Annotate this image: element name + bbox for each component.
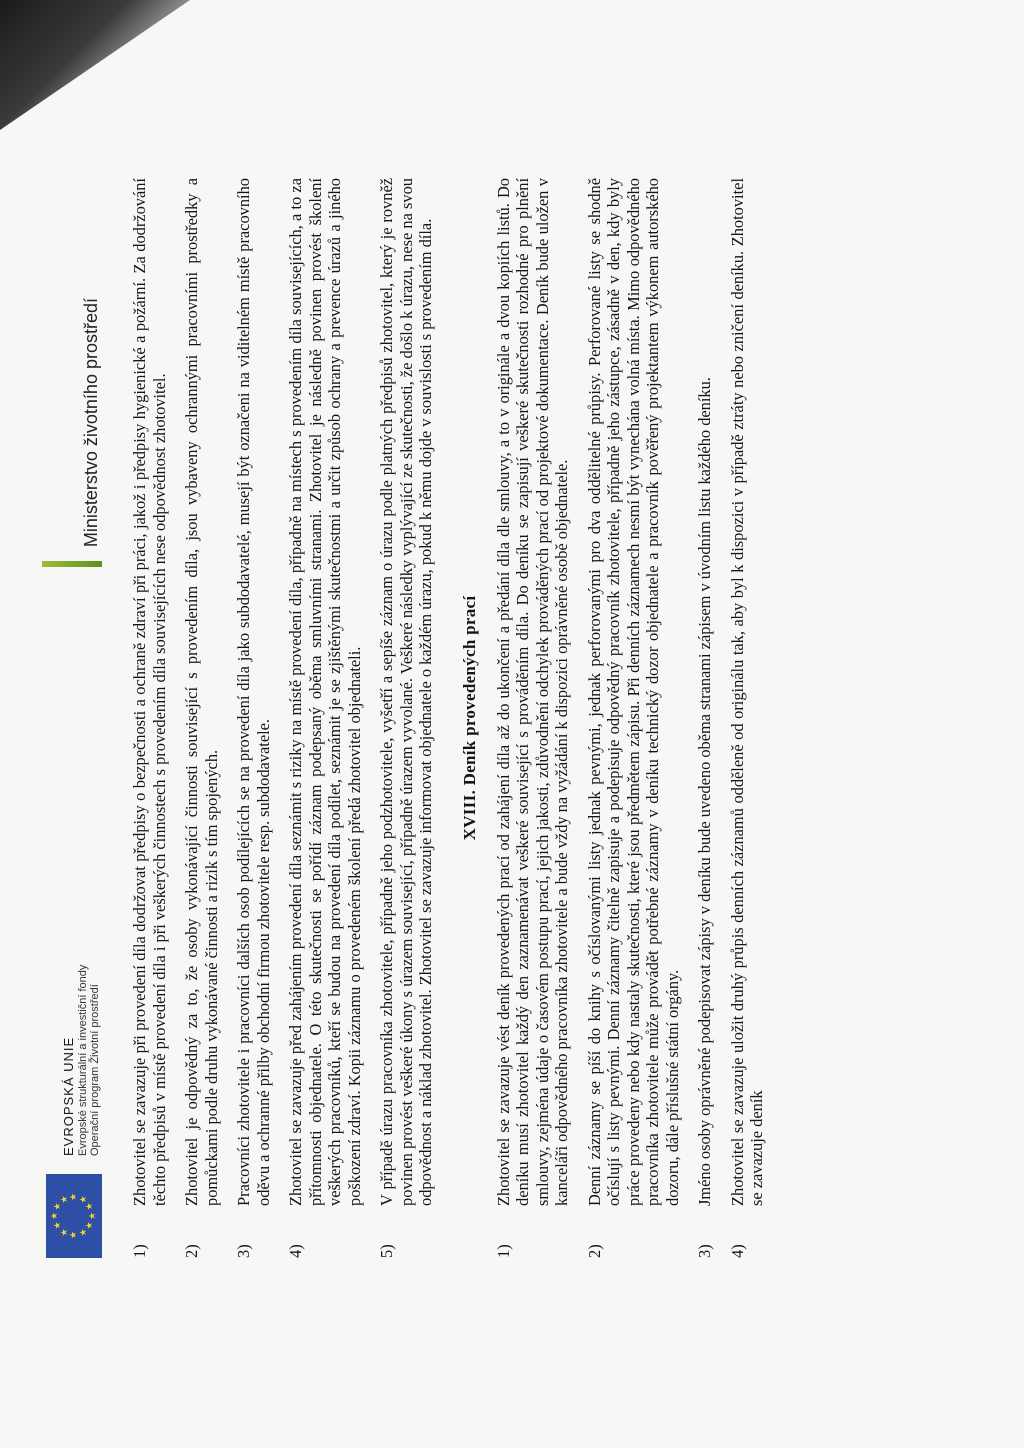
- clause-number: 2): [182, 1244, 201, 1258]
- eu-star-icon: ★: [59, 1228, 70, 1237]
- ministry-branding: [42, 298, 102, 567]
- eu-star-icon: ★: [78, 1195, 89, 1204]
- clause-list-a: [130, 178, 436, 1258]
- clause-number: 5): [377, 1244, 396, 1258]
- clause-number: 1): [130, 1244, 149, 1258]
- eu-line-3: Operační program Životní prostředí: [89, 984, 102, 1156]
- clause-item: [182, 178, 221, 1258]
- clause-item: [585, 178, 683, 1258]
- clause-item: [695, 178, 715, 1258]
- clause-list-b: [494, 178, 767, 1258]
- clause-text: V případě úrazu pracovníka zhotovitele, případně jeho podzhotovitele, vyšetří a sepíše záznam o úrazu podle platných předpisů zhotovitel, který je rovněž povinen provést veškeré úkony s úrazem související, případně úrazem vyvolané. Veškeré následky vyplývající ze skutečnosti, že došlo k úrazu, nese na svou odpovědnost a náklad zhotovitel. Zhotovitel se zavazuje informovat objednatele o každém úrazu, pokud k němu dojde v souvislosti s provedením díla.: [377, 178, 435, 1206]
- eu-star-icon: ★: [85, 1221, 96, 1230]
- clause-item: [234, 178, 273, 1258]
- eu-star-icon: ★: [50, 1211, 60, 1220]
- clause-text: Zhotovitel se zavazuje vést deník provedených prací od zahájení díla až do ukončení a předání díla dle smlouvy, a to v originále a dvou kopiích listů. Do deníku musí zhotovitel každý den zaznamenávat veškeré související s prováděním díla. Do deníku se zapisují veškeré skutečnosti rozhodné pro plnění smlouvy, zejména údaje o časovém postupu prací, jejich jakosti, zdůvodnění odchylek prováděných prací od projektové dokumentace. Deník bude uložen v kanceláři odpovědného pracovníka zhotovitele a bude vždy na vyžádání k dispozici oprávněné osobě objednatele.: [493, 178, 571, 1206]
- eu-flag-icon: [46, 1174, 102, 1258]
- section-title: XVIII. Deník provedených prací: [459, 595, 479, 841]
- clause-item: [494, 178, 572, 1258]
- eu-line-2: Evropské strukturální a investiční fondy: [76, 964, 89, 1156]
- clause-item: [286, 178, 364, 1258]
- clause-text: Denní záznamy se píší do knihy s očíslovanými listy jednak pevnými, jednak perforovanými pro dva oddělitelné průpisy. Perforované listy se shodně očíslují s listy pevnými. Denní záznamy čitelně zapisuje a podepisuje odpovědný pracovník zhotovitele, případně jeho zástupce, zásadně v den, kdy byly práce provedeny nebo kdy nastaly skutečnosti, které jsou předmětem zápisu. Při denních záznamech nesmí být vynechána volná místa. Mimo odpovědného pracovníka zhotovitele může provádět potřebné záznamy v deníku technický dozor objednatele a pracovník pověřený projektantem výkonem autorského dozoru, dále příslušné státní orgány.: [584, 178, 682, 1206]
- ministry-name: Ministerstvo životního prostředí: [81, 298, 101, 548]
- clause-text: Pracovníci zhotovitele i pracovníci dalších osob podílejících se na provedení díla jako subdodavatelé, musejí být označeni na viditelném místě pracovního oděvu a ochranné přilby obchodní firmou zhotovitele resp. subdodavatele.: [234, 178, 273, 1206]
- page-header: [40, 178, 102, 1258]
- eu-text-block: [62, 965, 102, 1156]
- page-content: [40, 178, 780, 1258]
- eu-line-1: EVROPSKÁ UNIE: [60, 1036, 76, 1156]
- eu-star-icon: ★: [59, 1195, 70, 1204]
- clause-number: 3): [234, 1244, 253, 1258]
- clause-item: [728, 178, 767, 1258]
- eu-star-icon: ★: [69, 1192, 79, 1201]
- clause-text: Jméno osoby oprávněné podepisovat zápisy v deníku bude uvedeno oběma stranami zápisem v úvodním listu každého deníku.: [695, 377, 714, 1206]
- clause-item: [377, 178, 436, 1258]
- eu-star-icon: ★: [88, 1211, 98, 1220]
- clause-number: 2): [584, 1244, 604, 1258]
- eu-star-icon: ★: [52, 1202, 63, 1211]
- eu-star-icon: ★: [52, 1221, 63, 1230]
- eu-star-icon: ★: [85, 1202, 96, 1211]
- eu-star-icon: ★: [69, 1230, 79, 1239]
- clause-number: 3): [695, 1244, 714, 1258]
- clause-number: 4): [286, 1244, 305, 1258]
- clause-text: Zhotovitel se zavazuje uložit druhý průpis denních záznamů odděleně od originálu tak, aby byl k dispozici v případě ztráty nebo zničení deníku. Zhotovitel se zavazuje deník: [727, 178, 766, 1206]
- clause-text: Zhotovitel je odpovědný za to, že osoby vykonávající činnosti související s provedením díla, jsou vybaveny ochrannými pracovními prostředky a pomůckami podle druhu vykonávané činnosti a rizik s tím spojených.: [182, 178, 221, 1206]
- eu-star-icon: ★: [78, 1228, 89, 1237]
- clause-number: 1): [493, 1244, 513, 1258]
- clause-text: Zhotovitel se zavazuje před zahájením provedení díla seznámit s riziky na místě provedení díla, případně na místech s provedením díla souvisejících, a to za přítomnosti objednatele. O této skutečnosti se pořídí záznam podepsaný oběma smluvními stranami. Zhotovitel je následně povinen provést školení veškerých pracovníků, kteří se budou na provedení díla podílet, seznámit je se zjištěnými skutečnostmi a určit způsob ochrany a prevence úrazů a jiného poškození zdraví. Kopii záznamu o provedeném školení předá zhotovitel objednateli.: [286, 178, 364, 1206]
- ministry-logo-bar: [42, 561, 102, 567]
- clause-number: 4): [727, 1244, 747, 1258]
- clause-text: Zhotovitel se zavazuje při provedení díla dodržovat předpisy o bezpečnosti a ochraně zdraví při práci, jakož i předpisy hygienické a požární. Za dodržování těchto předpisů v místě provedení díla i při veškerých činnostech s provedením díla souvisejících nese odpovědnost zhotovitel.: [130, 178, 169, 1206]
- eu-branding: [46, 965, 102, 1258]
- clause-item: [130, 178, 169, 1258]
